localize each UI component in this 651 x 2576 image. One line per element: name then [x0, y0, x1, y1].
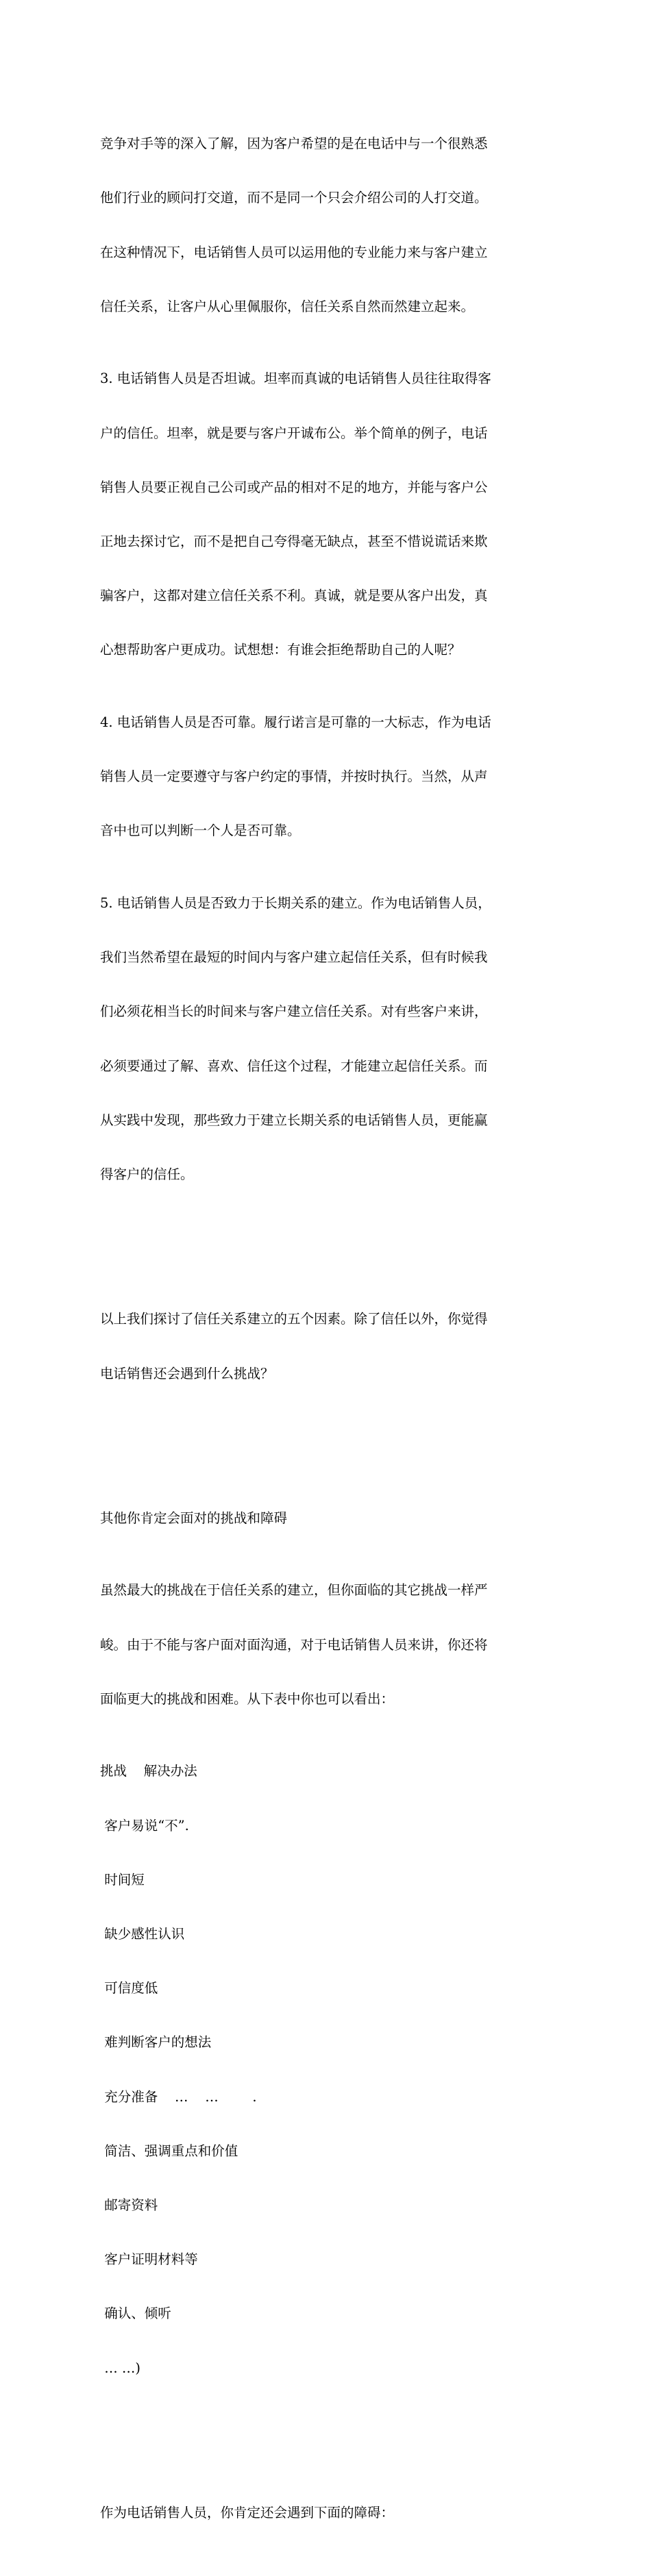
list-item-5-line: 从实践中发现，那些致力于建立长期关系的电话销售人员，更能赢 [100, 1112, 488, 1128]
paragraph-line: 信任关系，让客户从心里佩服你，信任关系自然而然建立起来。 [100, 298, 475, 314]
list-item-3-line: 心想帮助客户更成功。试想想：有谁会拒绝帮助自己的人呢？ [100, 642, 461, 658]
table-row: 充分准备 … … . [100, 2088, 257, 2105]
summary-line: 电话销售还会遇到什么挑战？ [100, 1365, 274, 1381]
table-row: 简洁、强调重点和价值 [100, 2142, 238, 2159]
paragraph-line: 他们行业的顾问打交道，而不是同一个只会介绍公司的人打交道。 [100, 190, 488, 206]
list-item-4-line: 4. 电话销售人员是否可靠。履行诺言是可靠的一大标志，作为电话 [100, 714, 491, 731]
closing-line: 作为电话销售人员，你肯定还会遇到下面的障碍： [100, 2504, 395, 2521]
table-row: 可信度低 [100, 1980, 158, 1997]
blank-line [100, 1437, 561, 1455]
paragraph-line: 竞争对手等的深入了解，因为客户希望的是在电话中与一个很熟悉 [100, 136, 488, 152]
blank-line [100, 1238, 561, 1256]
list-item-3-line: 销售人员要正视自己公司或产品的相对不足的地方，并能与客户公 [100, 479, 488, 495]
paragraph-line: 峻。由于不能与客户面对面沟通，对于电话销售人员来讲，你还将 [100, 1636, 488, 1653]
list-item-4-line: 销售人员一定要遵守与客户约定的事情，并按时执行。当然，从声 [100, 768, 488, 785]
paragraph-line: 在这种情况下，电话销售人员可以运用他的专业能力来与客户建立 [100, 244, 488, 260]
blank-line [100, 2431, 561, 2449]
list-item-5-line: 我们当然希望在最短的时间内与客户建立起信任关系，但有时候我 [100, 949, 488, 966]
list-item-4-line: 音中也可以判断一个人是否可靠。 [100, 823, 301, 839]
table-row: 难判断客户的想法 [100, 2034, 212, 2051]
list-item-3-line: 3. 电话销售人员是否坦诚。坦率而真诚的电话销售人员往往取得客 [100, 371, 491, 387]
table-header: 挑战 解决办法 [100, 1763, 197, 1779]
table-row: 确认、倾听 [100, 2305, 171, 2322]
table-row: 客户易说“不”. [100, 1817, 189, 1834]
table-row: … …) [100, 2360, 141, 2376]
list-item-5-line: 们必须花相当长的时间来与客户建立信任关系。对有些客户来讲， [100, 1003, 488, 1020]
paragraph-line: 面临更大的挑战和困难。从下表中你也可以看出： [100, 1690, 395, 1707]
list-item-5-line: 5. 电话销售人员是否致力于长期关系的建立。作为电话销售人员， [100, 895, 491, 912]
list-item-5-line: 必须要通过了解、喜欢、信任这个过程，才能建立起信任关系。而 [100, 1058, 488, 1074]
document-body [100, 81, 561, 2576]
table-row: 客户证明材料等 [100, 2251, 198, 2268]
list-item-3-line: 骗客户，这都对建立信任关系不利。真诚，就是要从客户出发，真 [100, 588, 488, 604]
table-row: 缺少感性认识 [100, 1925, 185, 1942]
list-item-3-line: 正地去探讨它，而不是把自己夸得毫无缺点，甚至不惜说谎话来欺 [100, 534, 488, 550]
section-heading: 其他你肯定会面对的挑战和障碍 [100, 1510, 288, 1526]
list-item-5-line: 得客户的信任。 [100, 1166, 194, 1183]
table-row: 邮寄资料 [100, 2197, 158, 2213]
summary-line: 以上我们探讨了信任关系建立的五个因素。除了信任以外，你觉得 [100, 1311, 488, 1327]
paragraph-line: 虽然最大的挑战在于信任关系的建立，但你面临的其它挑战一样严 [100, 1582, 488, 1599]
list-item-3-line: 户的信任。坦率，就是要与客户开诚布公。举个简单的例子，电话 [100, 425, 488, 441]
table-row: 时间短 [100, 1871, 145, 1888]
